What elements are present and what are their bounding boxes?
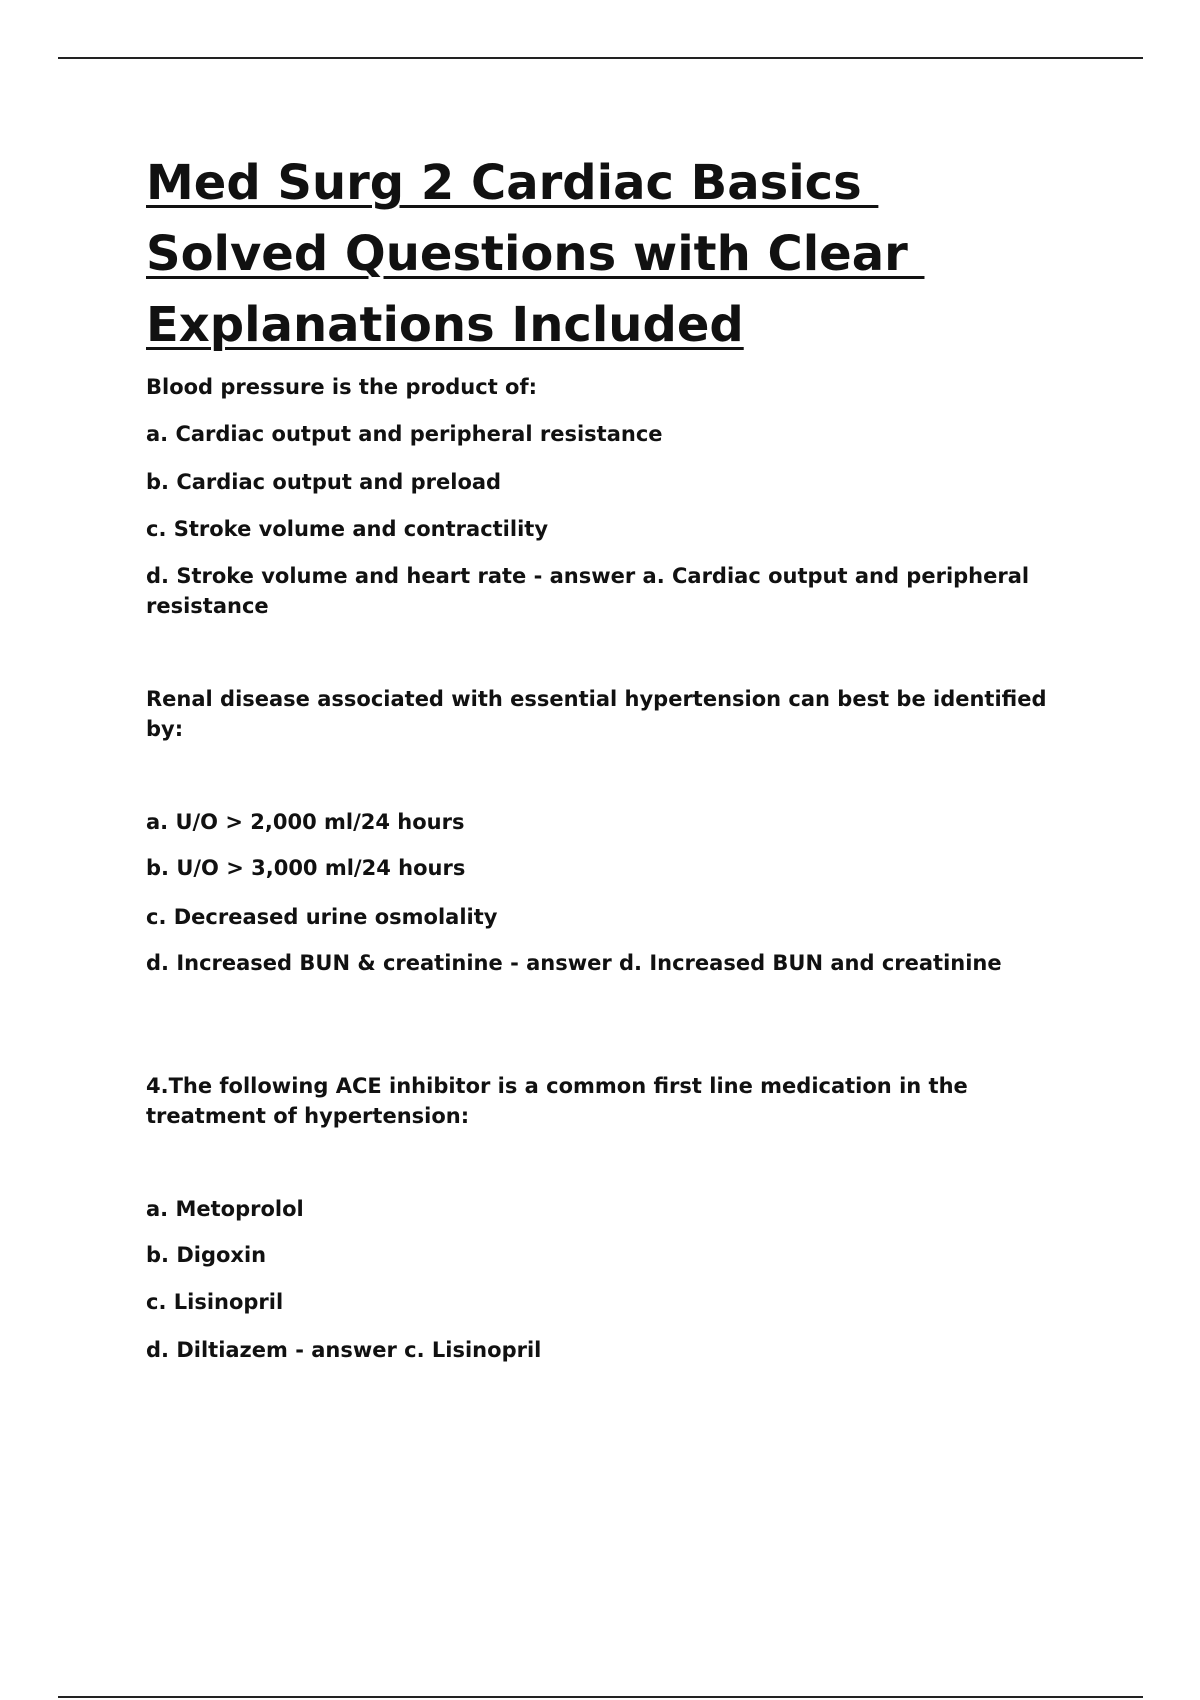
option-text: a. Cardiac output and peripheral resistance	[146, 422, 663, 446]
footer-rule	[58, 1696, 1143, 1698]
option-text: c. Stroke volume and contractility	[146, 517, 549, 541]
document-title	[146, 148, 1106, 361]
header-rule	[58, 57, 1143, 59]
title-line: Explanations Included	[146, 297, 744, 353]
question-text: Blood pressure is the product of:	[146, 375, 538, 399]
option-answer-text: d. Stroke volume and heart rate - answer a. Cardiac output and peripheral resistance	[146, 564, 1030, 618]
option-answer-text: d. Diltiazem - answer c. Lisinopril	[146, 1338, 542, 1362]
option-text: c. Decreased urine osmolality	[146, 905, 498, 929]
question-text: Renal disease associated with essential hypertension can best be identified by:	[146, 687, 1047, 741]
option-text: a. U/O > 2,000 ml/24 hours	[146, 810, 465, 834]
option-answer-text: d. Increased BUN & creatinine - answer d. Increased BUN and creatinine	[146, 951, 1002, 975]
option-text: b. Cardiac output and preload	[146, 470, 502, 494]
question-text: 4.The following ACE inhibitor is a common first line medication in the treatment of hypertension:	[146, 1074, 968, 1128]
title-line: Med Surg 2 Cardiac Basics	[146, 155, 879, 211]
option-text: c. Lisinopril	[146, 1290, 284, 1314]
option-text: b. U/O > 3,000 ml/24 hours	[146, 856, 466, 880]
title-line: Solved Questions with Clear	[146, 226, 925, 282]
option-text: b. Digoxin	[146, 1243, 267, 1267]
option-text: a. Metoprolol	[146, 1197, 304, 1221]
